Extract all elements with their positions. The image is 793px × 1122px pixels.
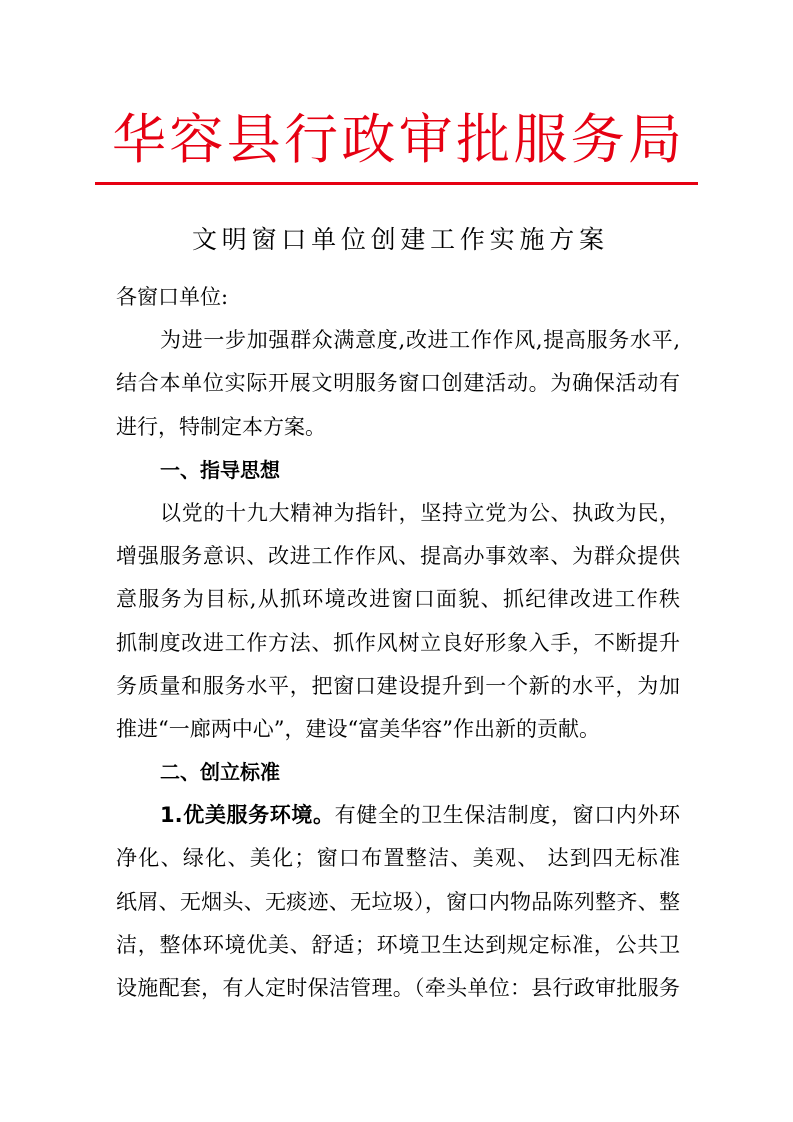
item-text: 有健全的卫生保洁制度，窗口内外环 [334, 803, 680, 828]
red-divider [95, 182, 698, 185]
intro-line: 进行，特制定本方案。 [116, 414, 326, 439]
section-heading: 二、创立标准 [160, 760, 280, 785]
paragraph-line: 纸屑、无烟头、无痰迹、无垃圾），窗口内物品陈列整齐、整 [116, 889, 680, 914]
paragraph-line: 抓制度改进工作方法、抓作风树立良好形象入手，不断提升 [116, 630, 680, 655]
paragraph-line [116, 794, 680, 837]
intro-line: 结合本单位实际开展文明服务窗口创建活动。为确保活动有 [116, 371, 680, 396]
paragraph-line: 净化、绿化、美化；窗口布置整洁、美观、 达到四无标准 [116, 846, 680, 871]
paragraph-line: 以党的十九大精神为指针，坚持立党为公、执政为民， [160, 500, 680, 525]
paragraph-line: 设施配套，有人定时保洁管理。（牵头单位：县行政审批服务 [116, 976, 680, 1000]
paragraph-line: 意服务为目标,从抓环境改进窗口面貌、抓纪律改进工作秩 [116, 587, 680, 612]
intro-line: 为进一步加强群众满意度,改进工作作风,提高服务水平, [160, 328, 680, 353]
paragraph-line: 洁，整体环境优美、舒适；环境卫生达到规定标准，公共卫 [116, 932, 680, 957]
section-heading: 一、指导思想 [160, 457, 280, 482]
document-body [116, 276, 680, 1010]
salutation: 各窗口单位: [116, 285, 229, 309]
paragraph-line: 推进“一廊两中心”，建设“富美华容”作出新的贡献。 [116, 716, 600, 741]
paragraph-line: 增强服务意识、改进工作作风、提高办事效率、为群众提供 [116, 544, 680, 569]
document-title: 文明窗口单位创建工作实施方案 [192, 225, 604, 254]
paragraph-line: 务质量和服务水平，把窗口建设提升到一个新的水平，为加 [116, 673, 680, 698]
item-label: 1.优美服务环境。 [160, 803, 335, 828]
organization-name: 华容县行政审批服务局 [112, 108, 682, 171]
